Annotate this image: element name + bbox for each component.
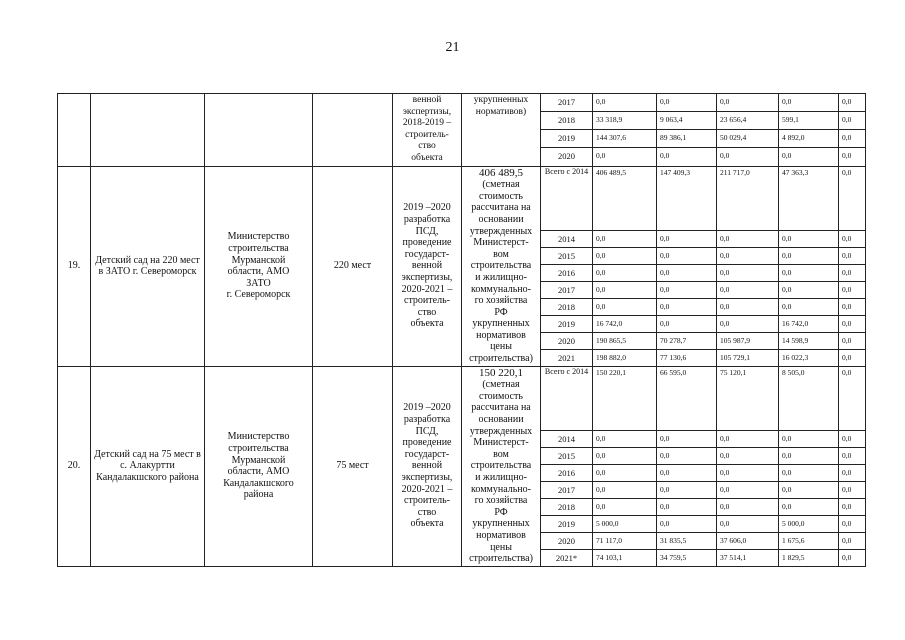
deadlines-line: ПСД, — [415, 425, 439, 437]
customer-cell — [205, 166, 313, 366]
cost-line: основании — [478, 213, 524, 225]
amount-cell: 71 117,0 — [593, 532, 657, 549]
amount-cell: 0,0 — [593, 298, 657, 315]
amount-cell: 34 759,5 — [657, 549, 717, 566]
amount-cell: 0,0 — [593, 498, 657, 515]
object-name-cell: Детский сад на 75 мест в с. Алакуртти Кандалакшского района — [91, 366, 205, 566]
cont-deadlines-line: 2018-2019 – — [402, 118, 452, 129]
amount-cell: 0,0 — [839, 464, 866, 481]
year-cell: 2015 — [541, 447, 593, 464]
amount-cell: 0,0 — [593, 481, 657, 498]
cost-line: строительства — [470, 260, 532, 272]
amount-cell: 77 130,6 — [657, 349, 717, 366]
customer-line: Министерство — [227, 431, 290, 443]
amount-cell: 0,0 — [779, 498, 839, 515]
year-cell: 2015 — [541, 247, 593, 264]
cost-line: вом — [493, 248, 509, 260]
amount-cell: 0,0 — [839, 549, 866, 566]
amount-cell: 144 307,6 — [593, 130, 657, 148]
amount-cell: 0,0 — [839, 532, 866, 549]
cost-line: Министерст- — [473, 237, 529, 249]
amount-cell: 0,0 — [839, 247, 866, 264]
amount-cell: 70 278,7 — [657, 332, 717, 349]
cont-deadlines-line: строитель- — [405, 129, 449, 140]
cost-line: РФ — [494, 306, 508, 318]
customer-line: строительства — [228, 242, 289, 254]
amount-cell: 0,0 — [717, 247, 779, 264]
customer-line: Министерство — [227, 231, 290, 243]
year-cell: 2017 — [541, 281, 593, 298]
customer-line: области, АМО — [227, 266, 290, 278]
year-cell: 2016 — [541, 264, 593, 281]
amount-cell: 0,0 — [657, 148, 717, 166]
amount-cell: 0,0 — [657, 481, 717, 498]
amount-cell: 0,0 — [839, 430, 866, 447]
cost-line: (сметная — [482, 179, 520, 191]
amount-cell: 190 865,5 — [593, 332, 657, 349]
cost-line: основании — [478, 414, 524, 426]
capacity-cell: 220 мест — [313, 166, 393, 366]
amount-cell: 147 409,3 — [657, 166, 717, 230]
amount-cell: 0,0 — [593, 230, 657, 247]
amount-cell: 74 103,1 — [593, 549, 657, 566]
amount-cell: 0,0 — [839, 148, 866, 166]
amount-cell: 0,0 — [839, 298, 866, 315]
cost-line: и жилищно- — [475, 271, 527, 283]
cost-line: укрупненных — [472, 518, 530, 530]
cost-line: нормативов — [476, 329, 526, 341]
cont-number-cell — [58, 94, 91, 167]
amount-cell: 0,0 — [839, 515, 866, 532]
year-cell: 2014 — [541, 430, 593, 447]
cost-value: 406 489,5 — [479, 166, 523, 179]
amount-cell: 105 729,1 — [717, 349, 779, 366]
amount-cell: 0,0 — [717, 498, 779, 515]
amount-cell: 1 675,6 — [779, 532, 839, 549]
amount-cell: 0,0 — [839, 230, 866, 247]
cost-line: строительства) — [469, 553, 533, 565]
year-cell: 2019 — [541, 130, 593, 148]
amount-cell: 0,0 — [593, 148, 657, 166]
cost-line: нормативов — [476, 529, 526, 541]
amount-cell: 0,0 — [839, 481, 866, 498]
deadlines-line: проведение — [402, 437, 452, 449]
year-cell: 2019 — [541, 515, 593, 532]
cost-line: го хозяйства — [474, 295, 528, 307]
amount-cell: 0,0 — [593, 281, 657, 298]
amount-cell: 0,0 — [657, 430, 717, 447]
amount-cell: 4 892,0 — [779, 130, 839, 148]
year-cell: 2016 — [541, 464, 593, 481]
cost-line: Министерст- — [473, 437, 529, 449]
deadlines-line: разработка — [403, 213, 451, 225]
cont-deadlines-line: экспертизы, — [402, 106, 452, 117]
amount-cell: 0,0 — [779, 298, 839, 315]
amount-cell: 0,0 — [839, 94, 866, 112]
year-cell: 2021* — [541, 549, 593, 566]
amount-cell: 16 742,0 — [779, 315, 839, 332]
cost-line: строительства) — [469, 353, 533, 365]
amount-cell: 33 318,9 — [593, 112, 657, 130]
amount-cell: 0,0 — [717, 481, 779, 498]
amount-cell: 211 717,0 — [717, 166, 779, 230]
page-number: 21 — [445, 40, 460, 55]
amount-cell: 0,0 — [839, 315, 866, 332]
cont-deadlines-line: объекта — [411, 152, 443, 163]
year-cell: 2017 — [541, 94, 593, 112]
amount-cell: 0,0 — [779, 148, 839, 166]
deadlines-line: ПСД, — [415, 225, 439, 237]
year-cell: 2019 — [541, 315, 593, 332]
amount-cell: 0,0 — [657, 247, 717, 264]
amount-cell: 0,0 — [839, 447, 866, 464]
cost-line: цены — [490, 341, 512, 353]
amount-cell: 0,0 — [839, 264, 866, 281]
cont-deadlines-line: венной — [412, 95, 442, 105]
deadlines-line: объекта — [410, 518, 444, 530]
amount-cell: 16 022,3 — [779, 349, 839, 366]
amount-cell: 0,0 — [839, 281, 866, 298]
customer-line: области, АМО — [227, 466, 290, 478]
deadlines-line: разработка — [403, 414, 451, 426]
deadlines-line: ство — [417, 506, 437, 518]
item-number-cell: 19. — [58, 166, 91, 366]
customer-line: строительства — [228, 443, 289, 455]
cost-line: вом — [493, 448, 509, 460]
amount-cell: 0,0 — [717, 515, 779, 532]
amount-cell: 23 656,4 — [717, 112, 779, 130]
amount-cell: 0,0 — [593, 430, 657, 447]
deadlines-line: проведение — [402, 237, 452, 249]
amount-cell: 5 000,0 — [593, 515, 657, 532]
deadlines-line: 2020-2021 – — [401, 283, 453, 295]
cost-line: го хозяйства — [474, 495, 528, 507]
deadlines-line: экспертизы, — [401, 271, 453, 283]
item-number-cell: 20. — [58, 366, 91, 566]
deadlines-line: венной — [411, 460, 443, 472]
amount-cell: 0,0 — [717, 264, 779, 281]
customer-cell — [205, 366, 313, 566]
amount-cell: 0,0 — [657, 515, 717, 532]
cont-cost-line: укрупненных — [473, 95, 529, 105]
cost-line: стоимость — [479, 190, 523, 202]
amount-cell: 50 029,4 — [717, 130, 779, 148]
amount-cell: 31 835,5 — [657, 532, 717, 549]
amount-cell: 75 120,1 — [717, 366, 779, 430]
table-body — [58, 94, 866, 567]
amount-cell: 0,0 — [593, 94, 657, 112]
cont-deadlines-line: ство — [418, 141, 436, 152]
cont-deadlines-cell — [393, 94, 462, 167]
cost-line: укрупненных — [472, 318, 530, 330]
object-name-cell: Детский сад на 220 мест в ЗАТО г. Североморск — [91, 166, 205, 366]
deadlines-line: венной — [411, 260, 443, 272]
year-cell: 2020 — [541, 332, 593, 349]
amount-cell: 406 489,5 — [593, 166, 657, 230]
amount-cell: 0,0 — [717, 447, 779, 464]
cont-object-cell — [91, 94, 205, 167]
deadlines-line: государст- — [404, 448, 450, 460]
amount-cell: 0,0 — [593, 447, 657, 464]
amount-cell: 105 987,9 — [717, 332, 779, 349]
deadlines-line: государст- — [404, 248, 450, 260]
amount-cell: 0,0 — [779, 264, 839, 281]
investment-table — [57, 93, 866, 567]
amount-cell: 0,0 — [657, 230, 717, 247]
amount-cell: 0,0 — [657, 315, 717, 332]
amount-cell: 89 386,1 — [657, 130, 717, 148]
year-cell: 2021 — [541, 349, 593, 366]
deadlines-line: 2019 –2020 — [403, 202, 451, 214]
deadlines-cell — [393, 366, 462, 566]
amount-cell: 5 000,0 — [779, 515, 839, 532]
amount-cell: 0,0 — [779, 464, 839, 481]
customer-line: Мурманской — [231, 254, 286, 266]
cont-cost-cell — [462, 94, 541, 167]
cost-line: коммунально- — [471, 483, 531, 495]
cost-value: 150 220,1 — [479, 366, 523, 379]
amount-cell: 0,0 — [779, 447, 839, 464]
deadlines-line: строитель- — [404, 495, 450, 507]
customer-line: Мурманской — [231, 454, 286, 466]
amount-cell: 16 742,0 — [593, 315, 657, 332]
cost-line: и жилищно- — [475, 472, 527, 483]
year-cell: 2020 — [541, 532, 593, 549]
year-cell: 2018 — [541, 112, 593, 130]
cost-line: строительства — [470, 460, 532, 472]
capacity-cell: 75 мест — [313, 366, 393, 566]
total-label-cell: Всего с 2014 — [541, 366, 593, 430]
amount-cell: 0,0 — [779, 94, 839, 112]
table-row — [58, 94, 866, 112]
amount-cell: 66 595,0 — [657, 366, 717, 430]
amount-cell: 0,0 — [779, 481, 839, 498]
amount-cell: 0,0 — [657, 447, 717, 464]
amount-cell: 599,1 — [779, 112, 839, 130]
year-cell: 2020 — [541, 148, 593, 166]
table-row — [58, 366, 866, 430]
cost-cell — [462, 366, 541, 566]
deadlines-line: 2019 –2020 — [403, 402, 451, 414]
customer-line: Кандалакшского — [223, 477, 294, 489]
amount-cell: 0,0 — [839, 349, 866, 366]
amount-cell: 0,0 — [657, 464, 717, 481]
amount-cell: 0,0 — [657, 264, 717, 281]
amount-cell: 0,0 — [839, 498, 866, 515]
amount-cell: 0,0 — [717, 430, 779, 447]
amount-cell: 0,0 — [593, 264, 657, 281]
cost-line: РФ — [494, 506, 508, 518]
deadlines-cell — [393, 166, 462, 366]
table-row — [58, 166, 866, 230]
amount-cell: 0,0 — [779, 281, 839, 298]
year-cell: 2014 — [541, 230, 593, 247]
amount-cell: 14 598,9 — [779, 332, 839, 349]
cont-cost-line: нормативов) — [475, 106, 527, 117]
amount-cell: 0,0 — [657, 94, 717, 112]
cost-line: стоимость — [479, 390, 523, 402]
amount-cell: 0,0 — [839, 112, 866, 130]
deadlines-line: экспертизы, — [401, 472, 453, 483]
amount-cell: 0,0 — [657, 298, 717, 315]
cost-line: утвержденных — [469, 425, 533, 437]
cost-line: цены — [490, 541, 512, 553]
amount-cell: 0,0 — [779, 430, 839, 447]
amount-cell: 37 606,0 — [717, 532, 779, 549]
cost-line: рассчитана на — [471, 202, 531, 214]
amount-cell: 0,0 — [717, 148, 779, 166]
amount-cell: 0,0 — [717, 315, 779, 332]
amount-cell: 0,0 — [779, 247, 839, 264]
deadlines-line: ство — [417, 306, 437, 318]
cost-line: утвержденных — [469, 225, 533, 237]
amount-cell: 150 220,1 — [593, 366, 657, 430]
amount-cell: 0,0 — [717, 94, 779, 112]
customer-line: района — [243, 489, 274, 501]
amount-cell: 0,0 — [657, 281, 717, 298]
amount-cell: 8 505,0 — [779, 366, 839, 430]
amount-cell: 37 514,1 — [717, 549, 779, 566]
amount-cell: 0,0 — [717, 230, 779, 247]
total-label-cell: Всего с 2014 — [541, 166, 593, 230]
amount-cell: 9 063,4 — [657, 112, 717, 130]
customer-line: ЗАТО — [246, 277, 271, 289]
cost-cell — [462, 166, 541, 366]
cost-line: рассчитана на — [471, 402, 531, 414]
deadlines-line: 2020-2021 – — [401, 483, 453, 495]
amount-cell: 198 882,0 — [593, 349, 657, 366]
amount-cell: 0,0 — [839, 366, 866, 430]
customer-line: г. Североморск — [226, 289, 291, 301]
amount-cell: 0,0 — [717, 298, 779, 315]
cost-line: коммунально- — [471, 283, 531, 295]
deadlines-line: объекта — [410, 318, 444, 330]
amount-cell: 47 363,3 — [779, 166, 839, 230]
year-cell: 2018 — [541, 498, 593, 515]
deadlines-line: строитель- — [404, 295, 450, 307]
cost-line: (сметная — [482, 379, 520, 391]
amount-cell: 0,0 — [593, 247, 657, 264]
cont-capacity-cell — [313, 94, 393, 167]
year-cell: 2017 — [541, 481, 593, 498]
amount-cell: 0,0 — [717, 281, 779, 298]
amount-cell: 1 829,5 — [779, 549, 839, 566]
cont-customer-cell — [205, 94, 313, 167]
amount-cell: 0,0 — [779, 230, 839, 247]
year-cell: 2018 — [541, 298, 593, 315]
amount-cell: 0,0 — [657, 498, 717, 515]
amount-cell: 0,0 — [717, 464, 779, 481]
amount-cell: 0,0 — [593, 464, 657, 481]
amount-cell: 0,0 — [839, 130, 866, 148]
amount-cell: 0,0 — [839, 332, 866, 349]
amount-cell: 0,0 — [839, 166, 866, 230]
